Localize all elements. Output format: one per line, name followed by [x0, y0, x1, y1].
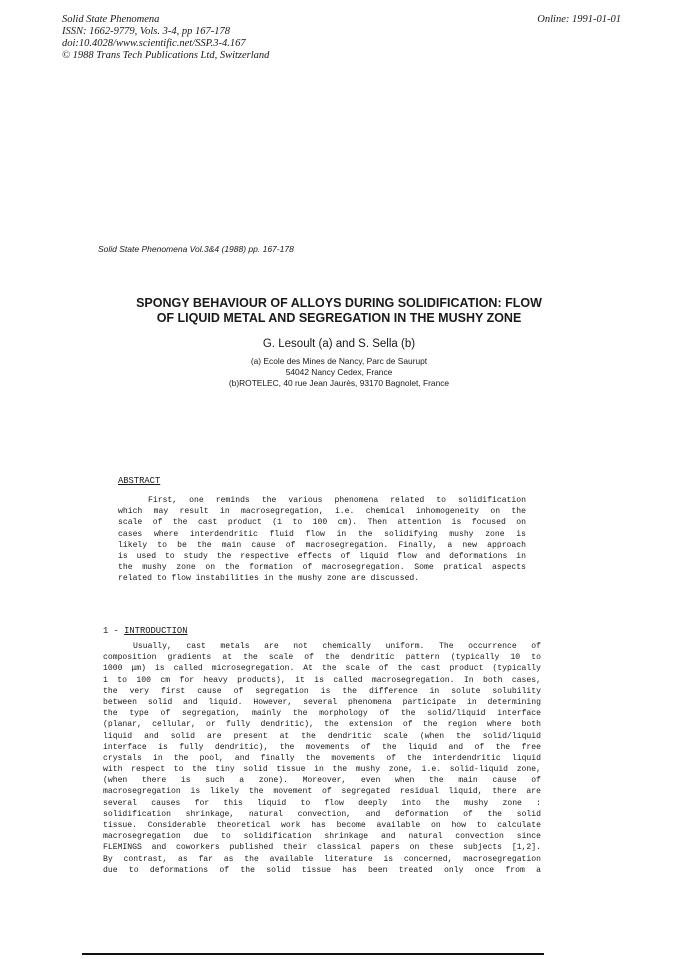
paper-title: [96, 296, 582, 326]
intro-line: with respect to the tiny solid tissue in the mushy zone, i.e. solid-liquid zone,: [103, 765, 541, 775]
journal-name: Solid State Phenomena: [62, 14, 160, 25]
abstract-line: related to flow instabilities in the mushy zone are discussed.: [118, 574, 420, 584]
intro-line: composition gradients at the scale of the dendritic pattern (typically 10 to: [103, 653, 541, 663]
title-line-2: OF LIQUID METAL AND SEGREGATION IN THE MUSHY ZONE: [156, 311, 522, 325]
intro-line: macrosegregation is likely the movement of segregated residual liquid, there are: [103, 787, 541, 797]
copyright-line: © 1988 Trans Tech Publications Ltd, Switzerland: [62, 50, 270, 61]
intro-line: several causes for this liquid to flow deeply into the mushy zone :: [103, 798, 541, 808]
intro-line: 1 to 100 cm for heavy products), it is called macrosegregation. In both cases,: [103, 675, 541, 685]
intro-line: liquid and solid are present at the dendritic scale (when the solid/liquid: [103, 731, 541, 741]
intro-line: interface is fully dendritic), the movements of the liquid and of the free: [103, 742, 541, 752]
intro-line: FLEMINGS and coworkers published their classical papers on these subjects [1,2].: [103, 843, 541, 853]
journal-reference: Solid State Phenomena Vol.3&4 (1988) pp. 167-178: [98, 244, 294, 254]
doi-line: doi:10.4028/www.scientific.net/SSP.3-4.167: [62, 38, 246, 49]
abstract-line: the mushy zone on the formation of macrosegregation. Some pratical aspects: [118, 563, 526, 573]
issn-line: ISSN: 1662-9779, Vols. 3-4, pp 167-178: [62, 26, 230, 37]
abstract-line: which may result in macrosegregation, i.e. chemical inhomogeneity on the: [118, 507, 526, 517]
online-date: Online: 1991-01-01: [537, 14, 621, 25]
section-title: INTRODUCTION: [124, 626, 188, 636]
section-number: 1 -: [103, 626, 119, 636]
abstract-line: cases where interdendritic fluid flow in the solidifying mushy zone is: [118, 529, 526, 539]
authors: G. Lesoult (a) and S. Sella (b): [262, 338, 416, 350]
intro-line: between solid and liquid. However, several phenomena participate in determining: [103, 697, 541, 707]
abstract-line: is used to study the respective effects of liquid flow and deformations in: [118, 551, 526, 561]
introduction-body: [103, 641, 541, 876]
footer-rule: [82, 953, 544, 955]
intro-line: due to deformations of the solid tissue has been treated only once from a: [103, 865, 541, 875]
affiliation-a: (a) Ecole des Mines de Nancy, Parc de Saurupt: [250, 356, 428, 366]
intro-line: macrosegregation due to solidification shrinkage and natural convection since: [103, 832, 541, 842]
intro-line: the type of segregation, mainly the morphology of the solid/liquid interface: [103, 709, 541, 719]
abstract-body: [118, 495, 526, 585]
affiliation-b: (b)ROTELEC, 40 rue Jean Jaurès, 93170 Bagnolet, France: [228, 378, 450, 388]
intro-line: the very first cause of segregation is the difference in solute solubility: [103, 686, 541, 696]
intro-line: 1000 μm) is called microsegregation. At the scale of the cast product (typically: [103, 664, 541, 674]
section-heading-introduction: [103, 626, 187, 636]
abstract-heading: ABSTRACT: [118, 476, 161, 486]
abstract-line: likely to be the main cause of macrosegregation. Finally, a new approach: [118, 540, 526, 550]
abstract-line: scale of the cast product (1 to 100 cm). Then attention is focused on: [118, 518, 526, 528]
affiliation-a-city: 54042 Nancy Cedex, France: [285, 367, 393, 377]
intro-line: (planar, cellular, or fully dendritic), the extension of the region where both: [103, 720, 541, 730]
intro-line: (when there is such a zone). Moreover, even when the main cause of: [103, 776, 541, 786]
intro-line: By contrast, as far as the available literature is concerned, macrosegregation: [103, 854, 541, 864]
intro-line: tissue. Considerable theoretical work has become available on how to calculate: [103, 821, 541, 830]
intro-line: Usually, cast metals are not chemically uniform. The occurrence of: [133, 642, 541, 651]
title-line-1: SPONGY BEHAVIOUR OF ALLOYS DURING SOLIDIFICATION: FLOW: [136, 296, 542, 310]
abstract-line: First, one reminds the various phenomena related to solidification: [148, 496, 526, 505]
intro-line: solidification shrinkage, natural convection, and deformation of the solid: [103, 809, 541, 819]
intro-line: crystals in the pool, and finally the movements of the interdendritic liquid: [103, 753, 541, 763]
